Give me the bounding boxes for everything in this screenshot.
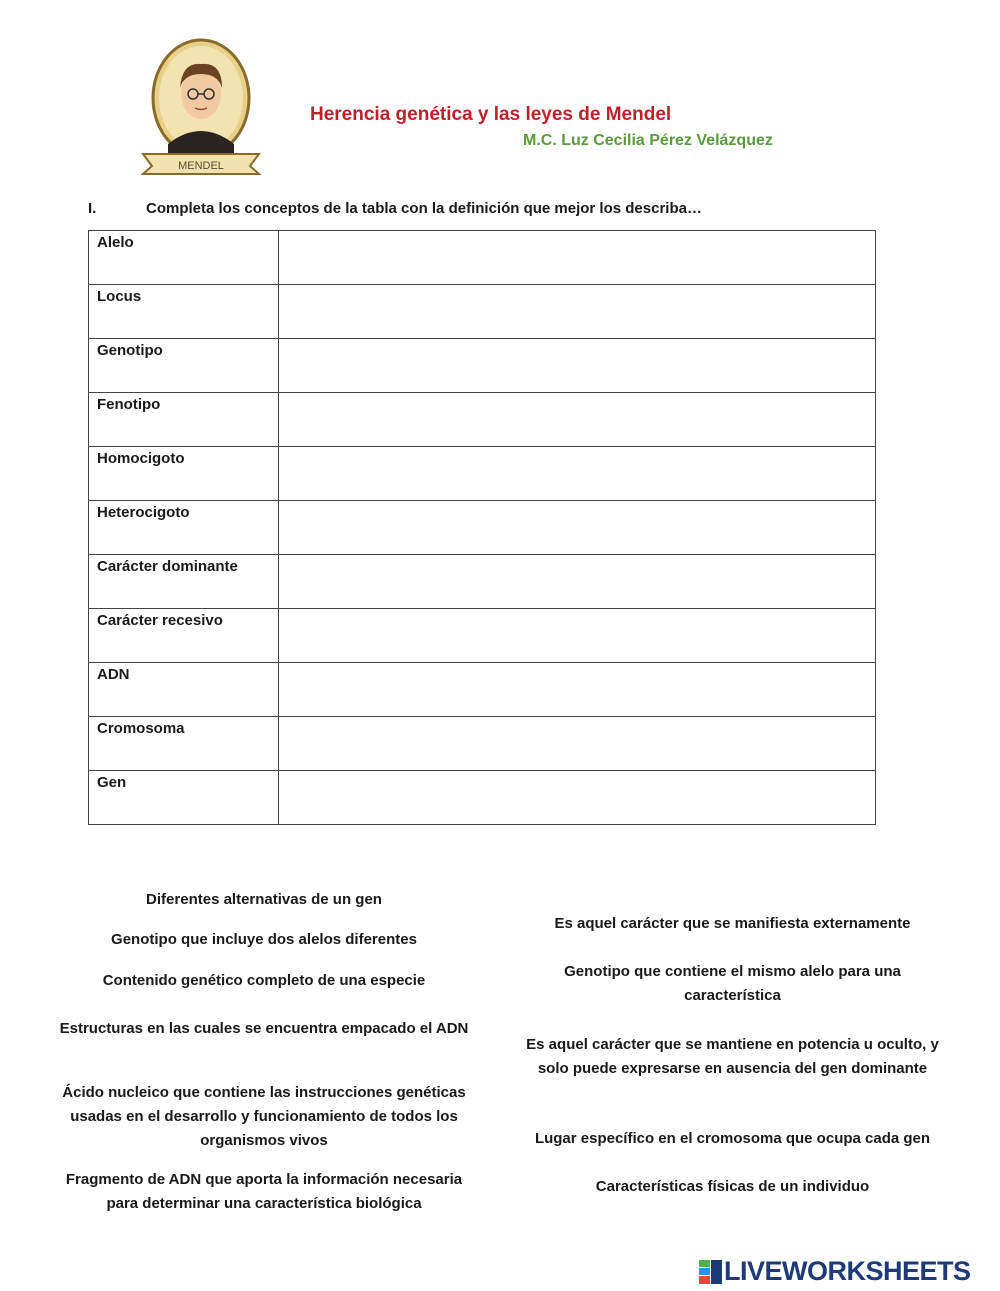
table-row — [89, 555, 876, 609]
term-cell: Cromosoma — [89, 717, 279, 771]
definition-option[interactable]: Contenido genético completo de una especie — [102, 972, 426, 989]
definition-option[interactable]: Es aquel carácter que se mantiene en potencia u oculto, y solo puede expresarse en ausencia del gen dominante — [526, 1036, 939, 1077]
term-cell: Carácter dominante — [89, 555, 279, 609]
page-title: Herencia genética y las leyes de Mendel — [310, 104, 672, 125]
instructions — [88, 200, 702, 217]
term-cell: Gen — [89, 771, 279, 825]
term-cell: Genotipo — [89, 339, 279, 393]
term-cell: Fenotipo — [89, 393, 279, 447]
answer-drop-cell[interactable] — [279, 609, 876, 663]
definition-option[interactable]: Lugar específico en el cromosoma que ocupa cada gen — [534, 1130, 931, 1147]
definition-option[interactable]: Diferentes alternativas de un gen — [146, 891, 382, 908]
author-name: M.C. Luz Cecilia Pérez Velázquez — [523, 132, 773, 149]
concepts-table — [88, 230, 876, 825]
table-row — [89, 393, 876, 447]
answer-drop-cell[interactable] — [279, 717, 876, 771]
answer-drop-cell[interactable] — [279, 663, 876, 717]
table-row — [89, 717, 876, 771]
term-cell: Locus — [89, 285, 279, 339]
table-row — [89, 663, 876, 717]
term-cell: ADN — [89, 663, 279, 717]
table-row — [89, 771, 876, 825]
definition-option[interactable]: Características físicas de un individuo — [595, 1178, 870, 1195]
table-row — [89, 609, 876, 663]
table-row — [89, 501, 876, 555]
liveworksheets-logo — [698, 1256, 971, 1287]
term-cell: Alelo — [89, 231, 279, 285]
answer-drop-cell[interactable] — [279, 501, 876, 555]
table-row — [89, 231, 876, 285]
answer-drop-cell[interactable] — [279, 393, 876, 447]
definition-option[interactable]: Genotipo que incluye dos alelos diferentes — [111, 931, 417, 948]
brand-name: LIVEWORKSHEETS — [724, 1256, 971, 1286]
mendel-portrait — [138, 36, 264, 176]
liveworksheets-icon — [698, 1259, 724, 1285]
definition-option[interactable]: Ácido nucleico que contiene las instrucciones genéticas usadas en el desarrollo y funcionamiento de todos los organismos vivos — [62, 1084, 466, 1149]
instructions-text: Completa los conceptos de la tabla con la definición que mejor los describa… — [146, 200, 702, 217]
term-cell: Carácter recesivo — [89, 609, 279, 663]
answer-drop-cell[interactable] — [279, 447, 876, 501]
answer-drop-cell[interactable] — [279, 285, 876, 339]
term-cell: Heterocigoto — [89, 501, 279, 555]
table-row — [89, 447, 876, 501]
answer-drop-cell[interactable] — [279, 231, 876, 285]
portrait-label: MENDEL — [178, 160, 224, 172]
definition-option[interactable]: Genotipo que contiene el mismo alelo para una característica — [564, 963, 901, 1004]
answer-drop-cell[interactable] — [279, 555, 876, 609]
answer-drop-cell[interactable] — [279, 339, 876, 393]
instructions-number: I. — [88, 200, 97, 217]
definition-option[interactable]: Es aquel carácter que se manifiesta externamente — [554, 915, 911, 932]
table-row — [89, 339, 876, 393]
definition-option[interactable]: Estructuras en las cuales se encuentra empacado el ADN — [59, 1020, 469, 1037]
term-cell: Homocigoto — [89, 447, 279, 501]
table-row — [89, 285, 876, 339]
definition-option[interactable]: Fragmento de ADN que aporta la información necesaria para determinar una característica biológica — [65, 1171, 463, 1212]
answer-drop-cell[interactable] — [279, 771, 876, 825]
